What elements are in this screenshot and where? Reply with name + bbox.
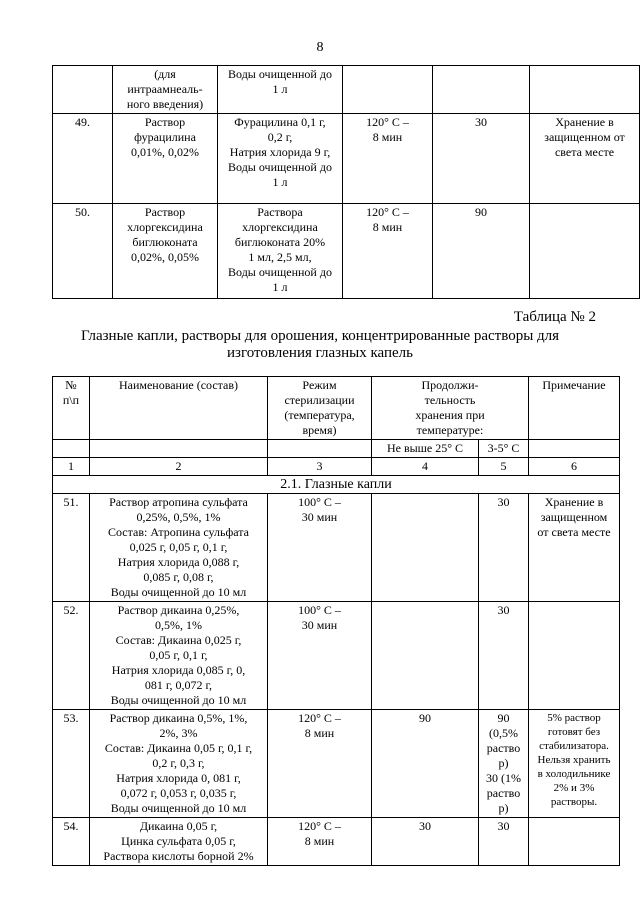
row-temp-25: [372, 710, 479, 818]
row-name-line: (для: [154, 67, 176, 81]
row-name-line: Натрия хлорида 0,085 г, 0,: [111, 663, 246, 677]
row-note-line: от света месте: [537, 525, 611, 539]
row-number-line: 51.: [63, 495, 79, 509]
row-note-line: растворы.: [550, 796, 598, 808]
row-regime-line: 120° С –: [298, 819, 341, 833]
header-temp-25: Не выше 25° С: [372, 440, 479, 458]
table-row: [53, 818, 620, 866]
table-2-title-line: Глазные капли, растворы для орошения, концентрированные растворы для: [80, 328, 560, 344]
row-temp-3-5-line: 90: [497, 711, 510, 725]
table-1: [52, 65, 640, 299]
row-name-line: 0,072 г, 0,053 г, 0,035 г,: [120, 786, 237, 800]
row-temp-25: [372, 818, 479, 866]
row-composition-line: биглюконата 20%: [234, 235, 326, 249]
row-name: [113, 114, 218, 204]
table-2: [52, 376, 620, 866]
row-note-line: защищенном: [540, 510, 608, 524]
row-name-line: ного введения): [126, 97, 204, 111]
row-duration: [433, 66, 530, 114]
row-number-line: 49.: [75, 115, 90, 129]
row-temp-25-line: 90: [419, 711, 431, 725]
row-composition: [218, 114, 343, 204]
header-name: Наименование (состав): [90, 377, 268, 440]
row-number-line: 52.: [63, 603, 79, 617]
col-number: 5: [479, 458, 529, 476]
row-composition-line: 1 л: [272, 175, 288, 189]
row-note-line: готовят без: [547, 726, 601, 738]
row-note-line: защищенном от: [544, 130, 625, 144]
row-name-line: 0,025 г, 0,05 г, 0,1 г,: [129, 540, 228, 554]
table-2-section-row: [53, 476, 620, 494]
row-regime-line: 120° С –: [298, 711, 341, 725]
col-number: 6: [529, 458, 620, 476]
row-note-line: Хранение в: [544, 495, 604, 509]
row-note-line: в холодильнике: [537, 768, 611, 780]
row-name-line: интраамнеаль-: [127, 82, 203, 96]
row-name-line: Воды очищенной до 10 мл: [110, 801, 247, 815]
row-name-line: Натрия хлорида 0,088 г,: [117, 555, 240, 569]
row-note: [529, 818, 620, 866]
empty-cell: [268, 440, 372, 458]
row-composition-line: 1 л: [272, 82, 288, 96]
row-temp-3-5-line: р): [498, 756, 509, 770]
row-name-line: Раствор: [144, 115, 186, 129]
row-temp-3-5-line: 30: [497, 819, 510, 833]
row-name-line: Дикаина 0,05 г,: [139, 819, 218, 833]
row-regime: [268, 818, 372, 866]
row-temp-3-5: [479, 818, 529, 866]
row-temp-3-5-line: (0,5%: [489, 726, 518, 740]
row-regime-line: 120° С –: [366, 205, 409, 219]
row-name-line: 081 г, 0,072 г,: [144, 678, 213, 692]
row-composition-line: 1 мл, 2,5 мл,: [248, 250, 312, 264]
row-note: [530, 204, 640, 299]
row-composition-line: хлоргексидина: [242, 220, 318, 234]
row-composition-line: 0,2 г,: [267, 130, 293, 144]
row-name-line: 2%, 3%: [159, 726, 198, 740]
row-name-line: 0,02%, 0,05%: [131, 250, 199, 264]
row-temp-3-5-line: 30: [497, 603, 510, 617]
row-name-line: Раствор атропина сульфата: [109, 495, 248, 509]
row-name-line: хлоргексидина: [127, 220, 203, 234]
empty-cell: [529, 440, 620, 458]
row-note-line: света месте: [554, 145, 615, 159]
row-name: [113, 66, 218, 114]
row-name-line: Натрия хлорида 0, 081 г,: [116, 771, 241, 785]
row-temp-25: [372, 494, 479, 602]
row-name-line: Воды очищенной до 10 мл: [110, 585, 247, 599]
col-number: 1: [53, 458, 90, 476]
row-regime-line: 120° С –: [366, 115, 409, 129]
table-row: [53, 66, 640, 114]
row-number: [53, 114, 113, 204]
col-number: 2: [90, 458, 268, 476]
row-note: [530, 114, 640, 204]
row-temp-3-5-line: раство: [486, 741, 521, 755]
row-number-line: 53.: [63, 711, 79, 725]
row-temp-3-5-line: раство: [486, 786, 521, 800]
table-row: [53, 204, 640, 299]
col-number: 3: [268, 458, 372, 476]
header-duration-line: температуре:: [416, 423, 484, 437]
row-duration-line: 90: [475, 205, 487, 219]
row-temp-25-line: 30: [419, 819, 431, 833]
row-number: [53, 818, 90, 866]
row-note-line: 2% и 3%: [553, 782, 595, 794]
row-name-line: фурацилина: [134, 130, 196, 144]
row-number: [53, 602, 90, 710]
row-regime-line: 8 мин: [304, 834, 335, 848]
row-composition-line: Фурацилина 0,1 г,: [234, 115, 326, 129]
row-name: [90, 602, 268, 710]
row-name: [90, 494, 268, 602]
table-2-label: Таблица № 2: [513, 309, 596, 325]
row-name-line: Раствор: [144, 205, 186, 219]
row-name-line: Раствора кислоты борной 2%: [103, 849, 254, 863]
row-temp-3-5-line: р): [498, 801, 509, 815]
header-num: [53, 377, 90, 440]
header-regime-line: (температура,: [284, 408, 355, 422]
header-note: Примечание: [529, 377, 620, 440]
row-regime-line: 30 мин: [301, 618, 338, 632]
row-name: [90, 710, 268, 818]
row-regime: [268, 710, 372, 818]
empty-cell: [53, 440, 90, 458]
table-2-colnum-row: [53, 458, 620, 476]
table-2-header-row: [53, 377, 620, 440]
row-temp-3-5: [479, 494, 529, 602]
row-name-line: 0,01%, 0,02%: [131, 145, 199, 159]
table-row: [53, 114, 640, 204]
row-duration-line: 30: [475, 115, 487, 129]
row-regime: [268, 494, 372, 602]
header-temp-3-5: 3-5° С: [479, 440, 529, 458]
row-name-line: Состав: Дикаина 0,05 г, 0,1 г,: [104, 741, 253, 755]
row-note: [529, 602, 620, 710]
row-regime-line: 30 мин: [301, 510, 338, 524]
table-2-title-line: изготовления глазных капель: [227, 345, 413, 361]
row-regime-line: 100° С –: [298, 495, 341, 509]
row-number: [53, 710, 90, 818]
header-duration: [372, 377, 529, 440]
row-name: [113, 204, 218, 299]
row-temp-3-5: [479, 710, 529, 818]
header-num-line: №: [65, 378, 77, 392]
row-temp-3-5-line: 30 (1%: [486, 771, 521, 785]
row-regime-line: 8 мин: [372, 130, 403, 144]
header-regime-line: время): [302, 423, 337, 437]
header-duration-line: тельность: [424, 393, 476, 407]
row-note-line: стабилизатора.: [539, 740, 609, 752]
row-number: [53, 494, 90, 602]
table-2-temp-row: [53, 440, 620, 458]
row-duration: [433, 114, 530, 204]
row-note: [529, 710, 620, 818]
row-name-line: Раствор дикаина 0,25%,: [117, 603, 240, 617]
row-composition-line: Раствора: [257, 205, 303, 219]
table-row: [53, 494, 620, 602]
header-regime-line: стерилизации: [284, 393, 355, 407]
row-temp-3-5: [479, 602, 529, 710]
row-number-line: 50.: [75, 205, 90, 219]
table-2-title: [40, 328, 600, 362]
header-regime-line: Режим: [302, 378, 337, 392]
row-composition: [218, 66, 343, 114]
row-note: [530, 66, 640, 114]
row-temp-25: [372, 602, 479, 710]
empty-cell: [90, 440, 268, 458]
row-note: [529, 494, 620, 602]
row-regime-line: 8 мин: [372, 220, 403, 234]
row-name-line: Состав: Дикаина 0,025 г,: [115, 633, 242, 647]
row-note-line: Хранение в: [555, 115, 614, 129]
row-composition-line: 1 л: [272, 280, 288, 294]
row-name: [90, 818, 268, 866]
col-number: 4: [372, 458, 479, 476]
row-number: [53, 66, 113, 114]
header-duration-line: Продолжи-: [421, 378, 479, 392]
row-name-line: биглюконата: [132, 235, 198, 249]
row-composition-line: Воды очищенной до: [228, 265, 332, 279]
row-name-line: 0,2 г, 0,3 г,: [152, 756, 205, 770]
row-name-line: Воды очищенной до 10 мл: [110, 693, 247, 707]
row-name-line: Состав: Атропина сульфата: [107, 525, 249, 539]
row-note-line: 5% раствор: [547, 712, 601, 724]
row-regime: [268, 602, 372, 710]
row-temp-3-5-line: 30: [497, 495, 510, 509]
row-regime: [343, 66, 433, 114]
row-composition-line: Натрия хлорида 9 г,: [229, 145, 331, 159]
row-composition-line: Воды очищенной до: [228, 67, 332, 81]
row-composition-line: Воды очищенной до: [228, 160, 332, 174]
row-name-line: 0,25%, 0,5%, 1%: [136, 510, 221, 524]
row-composition: [218, 204, 343, 299]
row-note-line: Нельзя хранить: [537, 754, 611, 766]
row-regime-line: 100° С –: [298, 603, 341, 617]
row-name-line: 0,05 г, 0,1 г,: [149, 648, 208, 662]
row-number: [53, 204, 113, 299]
page-number: 8: [316, 40, 324, 55]
header-duration-line: хранения при: [415, 408, 485, 422]
row-name-line: Раствор дикаина 0,5%, 1%,: [109, 711, 248, 725]
row-regime: [343, 114, 433, 204]
row-number-line: 54.: [63, 819, 79, 833]
row-regime: [343, 204, 433, 299]
row-name-line: 0,5%, 1%: [155, 618, 202, 632]
section-title: 2.1. Глазные капли: [53, 476, 620, 494]
header-num-line: п\п: [62, 393, 80, 407]
table-row: [53, 602, 620, 710]
row-regime-line: 8 мин: [304, 726, 335, 740]
row-name-line: 0,085 г, 0,08 г,: [143, 570, 214, 584]
header-regime: [268, 377, 372, 440]
row-duration: [433, 204, 530, 299]
row-name-line: Цинка сульфата 0,05 г,: [121, 834, 236, 848]
table-row: [53, 710, 620, 818]
